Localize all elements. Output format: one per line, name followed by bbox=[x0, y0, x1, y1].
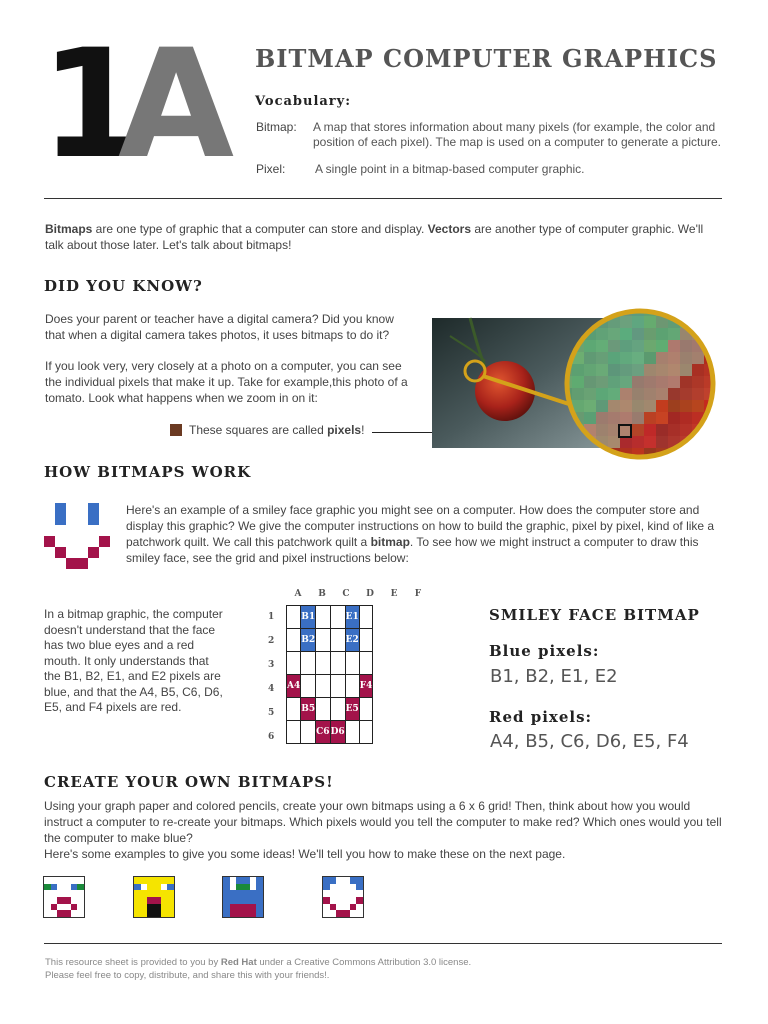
footer-post: under a Creative Commons Attribution 3.0 license. bbox=[256, 957, 472, 968]
grid-cell: A4 bbox=[287, 675, 301, 698]
col-label: B bbox=[318, 589, 326, 599]
example-bitmap-3 bbox=[222, 876, 264, 918]
tomato-photo-illustration bbox=[430, 296, 726, 472]
divider bbox=[44, 198, 722, 199]
col-label: E bbox=[390, 589, 398, 599]
grid-cell bbox=[287, 629, 301, 652]
how-para-post: . To see how we might instruct a computer to draw this smiley face, see the grid and pixel instructions below: bbox=[126, 535, 699, 565]
create-paragraph-1: Using your graph paper and colored pencils, create your own bitmaps using a 6 x 6 grid! Then, think about how you would instruct a computer to re-create your bitmaps. Which pixels would you tell the computer to make red? Which ones would you tell the computer to make blue? bbox=[44, 799, 722, 845]
vocabulary-heading: Vocabulary: bbox=[255, 94, 352, 109]
grid-cell bbox=[287, 606, 301, 629]
smiley-face-graphic bbox=[44, 503, 110, 569]
callout-post: ! bbox=[361, 423, 365, 437]
row-label: 5 bbox=[268, 708, 275, 718]
grid-cell: B2 bbox=[301, 629, 316, 652]
footer-red-hat: Red Hat bbox=[220, 957, 257, 968]
grid-cell bbox=[345, 675, 359, 698]
how-bitmaps-work-heading: HOW BITMAPS WORK bbox=[44, 463, 252, 481]
grid-cell bbox=[287, 698, 301, 721]
grid-cell bbox=[330, 675, 345, 698]
grid-cell bbox=[287, 721, 301, 744]
did-you-know-para-1: Does your parent or teacher have a digital camera? Did you know that when a digital camera takes photos, it uses bitmaps to do it? bbox=[45, 312, 394, 342]
row-label: 3 bbox=[268, 660, 275, 670]
grid-column-labels bbox=[286, 589, 430, 599]
blue-pixels-label: Blue pixels: bbox=[489, 642, 600, 660]
red-pixels-list: A4, B5, C6, D6, E5, F4 bbox=[490, 731, 689, 752]
grid-cell bbox=[316, 606, 330, 629]
red-pixels-label: Red pixels: bbox=[489, 708, 593, 726]
grid-cell bbox=[330, 629, 345, 652]
grid-row bbox=[287, 606, 373, 629]
grid-cell bbox=[359, 606, 373, 629]
bitmap-explanation: In a bitmap graphic, the computer doesn't understand that the face has two blue eyes and a red mouth. It only understands that the B1, B2, E1, and E2 pixels are blue, and that the A4, B5, C6, D6, E5, and F4 pixels are red. bbox=[44, 607, 223, 714]
col-label: D bbox=[366, 589, 374, 599]
grid-cell: B5 bbox=[301, 698, 316, 721]
grid-row bbox=[287, 698, 373, 721]
how-bitmaps-paragraph bbox=[126, 502, 718, 566]
grid-cell: E5 bbox=[345, 698, 359, 721]
grid-cell bbox=[301, 652, 316, 675]
pixels-callout bbox=[189, 422, 364, 438]
vocab-term-bitmap: Bitmap: bbox=[256, 120, 297, 134]
create-heading: CREATE YOUR OWN BITMAPS! bbox=[44, 773, 334, 791]
vocab-definition-bitmap: A map that stores information about many pixels (for example, the color and position of each pixel). The map is used on a computer to generate a picture. bbox=[313, 120, 722, 149]
example-bitmap-1 bbox=[43, 876, 85, 918]
grid-cell bbox=[345, 721, 359, 744]
big-number: 1 bbox=[40, 18, 139, 192]
grid-row-labels bbox=[268, 605, 274, 749]
row-label: 1 bbox=[268, 612, 275, 622]
grid-cell bbox=[301, 675, 316, 698]
grid-cell: F4 bbox=[359, 675, 373, 698]
grid-row bbox=[287, 652, 373, 675]
grid-cell bbox=[316, 629, 330, 652]
big-letter: A bbox=[118, 18, 235, 192]
did-you-know-para-2: If you look very, very closely at a photo on a computer, you can see the individual pixels that make it up. Take for example,this photo of a tomato. Look what happens when we zoom in on it: bbox=[45, 359, 408, 405]
grid-row bbox=[287, 629, 373, 652]
pixel-swatch bbox=[170, 424, 182, 436]
intro-vectors-word: Vectors bbox=[427, 222, 472, 236]
intro-text-1: are one type of graphic that a computer can store and display. bbox=[92, 222, 428, 236]
how-para-bold: bitmap bbox=[370, 535, 410, 549]
smiley-bitmap-heading: SMILEY FACE BITMAP bbox=[489, 606, 700, 624]
grid-cell: D6 bbox=[330, 721, 345, 744]
grid-cell bbox=[287, 652, 301, 675]
example-bitmap-2 bbox=[133, 876, 175, 918]
grid-cell bbox=[359, 629, 373, 652]
row-label: 4 bbox=[268, 684, 275, 694]
vocab-definition-pixel: A single point in a bitmap-based computer graphic. bbox=[315, 162, 585, 176]
example-bitmap-4 bbox=[322, 876, 364, 918]
did-you-know-heading: DID YOU KNOW? bbox=[44, 277, 203, 295]
create-paragraph-2: Here's some examples to give you some ideas! We'll tell you how to make these on the next page. bbox=[44, 847, 566, 861]
grid-cell: E2 bbox=[345, 629, 359, 652]
grid-cell: C6 bbox=[316, 721, 330, 744]
blue-pixels-list: B1, B2, E1, E2 bbox=[490, 666, 618, 687]
grid-cell bbox=[301, 721, 316, 744]
grid-row bbox=[287, 721, 373, 744]
grid-cell bbox=[316, 698, 330, 721]
intro-bitmaps-word: Bitmaps bbox=[45, 222, 93, 236]
footer-license-line bbox=[45, 956, 645, 969]
callout-pre: These squares are called bbox=[189, 423, 328, 437]
page-title: BITMAP COMPUTER GRAPHICS bbox=[255, 44, 718, 73]
row-label: 2 bbox=[268, 636, 275, 646]
grid-cell bbox=[316, 652, 330, 675]
footer-share-line: Please feel free to copy, distribute, and share this with your friends!. bbox=[45, 970, 330, 981]
grid-cell bbox=[345, 652, 359, 675]
grid-cell bbox=[330, 698, 345, 721]
grid-cell bbox=[330, 606, 345, 629]
intro-paragraph bbox=[45, 221, 720, 253]
grid-cell: B1 bbox=[301, 606, 316, 629]
intro-text-2: are another type of computer graphic. We'll talk about those later. Let's talk about bitmaps! bbox=[45, 222, 704, 252]
grid-cell bbox=[330, 652, 345, 675]
grid-cell bbox=[316, 675, 330, 698]
footer-pre: This resource sheet is provided to you by bbox=[45, 957, 221, 968]
col-label: A bbox=[294, 589, 302, 599]
grid-cell bbox=[359, 721, 373, 744]
grid-cell bbox=[359, 698, 373, 721]
grid-cell bbox=[359, 652, 373, 675]
footer-divider bbox=[44, 943, 722, 944]
bitmap-grid bbox=[286, 605, 373, 744]
vocab-term-pixel: Pixel: bbox=[256, 162, 286, 176]
row-label: 6 bbox=[268, 732, 275, 742]
col-label: F bbox=[414, 589, 422, 599]
callout-bold: pixels bbox=[327, 423, 362, 437]
how-para-pre: Here's an example of a smiley face graphic you might see on a computer. How does the computer store and display this graphic? We give the computer instructions on how to build the graphic, pixel by pixel, kind of like a patchwork quilt. We call this patchwork quilt a bbox=[126, 503, 715, 549]
grid-row bbox=[287, 675, 373, 698]
grid-cell: E1 bbox=[345, 606, 359, 629]
col-label: C bbox=[342, 589, 350, 599]
